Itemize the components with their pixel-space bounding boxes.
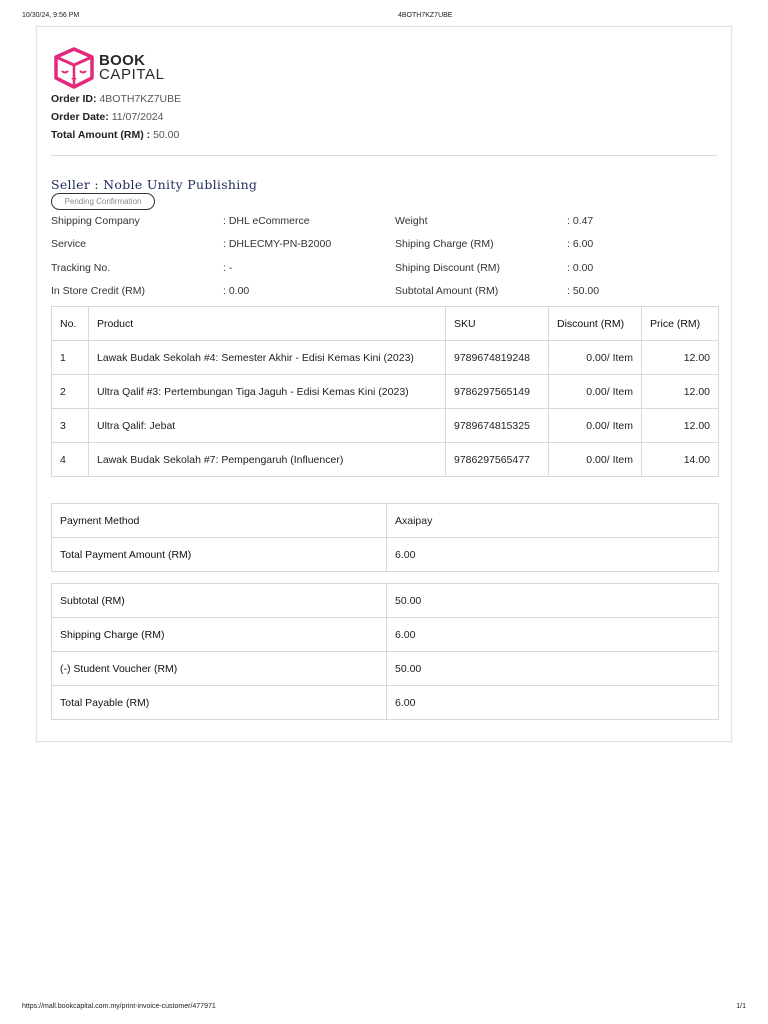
row-price: 12.00 <box>642 409 719 443</box>
summary-shipping-value: 6.00 <box>387 618 719 652</box>
payment-method-value: Axaipay <box>387 504 719 538</box>
shipping-charge-row <box>52 618 719 652</box>
shipping-discount-label: Shiping Discount (RM) <box>395 262 501 274</box>
order-id-label: Order ID: <box>51 93 97 105</box>
row-discount: 0.00/ Item <box>549 409 642 443</box>
col-no-header: No. <box>52 307 89 341</box>
order-total-label: Total Amount (RM) : <box>51 129 151 141</box>
store-credit-value: : 0.00 <box>223 285 250 297</box>
total-payment-row <box>52 538 719 572</box>
tracking-label: Tracking No. <box>51 262 111 274</box>
row-price: 12.00 <box>642 375 719 409</box>
col-price-header: Price (RM) <box>642 307 719 341</box>
subtotal-amount-value: : 50.00 <box>567 285 600 297</box>
table-row <box>52 341 719 375</box>
row-product: Lawak Budak Sekolah #4: Semester Akhir - Edisi Kemas Kini (2023) <box>89 341 446 375</box>
col-product-header: Product <box>89 307 446 341</box>
book-capital-logo <box>52 47 165 89</box>
col-discount-header: Discount (RM) <box>549 307 642 341</box>
order-total-row <box>51 129 179 141</box>
summary-table <box>51 583 719 720</box>
row-no: 4 <box>52 443 89 477</box>
total-payment-value: 6.00 <box>387 538 719 572</box>
header-divider <box>51 155 717 156</box>
shipping-discount-value: : 0.00 <box>567 262 594 274</box>
weight-value: : 0.47 <box>567 215 594 227</box>
row-price: 14.00 <box>642 443 719 477</box>
total-payable-row <box>52 686 719 720</box>
items-header-row <box>52 307 719 341</box>
payment-method-label: Payment Method <box>52 504 387 538</box>
total-payable-value: 6.00 <box>387 686 719 720</box>
order-total-value: 50.00 <box>153 129 180 141</box>
tracking-value: : - <box>223 262 233 274</box>
row-sku: 9789674815325 <box>446 409 549 443</box>
table-row <box>52 375 719 409</box>
total-payable-label: Total Payable (RM) <box>52 686 387 720</box>
row-discount: 0.00/ Item <box>549 443 642 477</box>
voucher-value: 50.00 <box>387 652 719 686</box>
subtotal-amount-label: Subtotal Amount (RM) <box>395 285 499 297</box>
print-title: 4BOTH7KZ7UBE <box>398 12 453 19</box>
shipping-company-value: : DHL eCommerce <box>223 215 310 227</box>
row-no: 1 <box>52 341 89 375</box>
logo-line-1: BOOK <box>99 52 146 69</box>
row-price: 12.00 <box>642 341 719 375</box>
total-payment-label: Total Payment Amount (RM) <box>52 538 387 572</box>
payment-method-row <box>52 504 719 538</box>
shipping-charge-value: : 6.00 <box>567 238 594 250</box>
subtotal-row <box>52 584 719 618</box>
row-sku: 9789674819248 <box>446 341 549 375</box>
row-no: 2 <box>52 375 89 409</box>
row-sku: 9786297565477 <box>446 443 549 477</box>
payment-table <box>51 503 719 572</box>
print-page-number: 1/1 <box>736 1003 746 1010</box>
row-discount: 0.00/ Item <box>549 341 642 375</box>
store-credit-label: In Store Credit (RM) <box>51 285 145 297</box>
col-sku-header: SKU <box>446 307 549 341</box>
print-url: https://mall.bookcapital.com.my/print-invoice-customer/477971 <box>22 1003 216 1010</box>
weight-label: Weight <box>395 215 428 227</box>
subtotal-label: Subtotal (RM) <box>52 584 387 618</box>
items-table <box>51 306 719 477</box>
summary-shipping-label: Shipping Charge (RM) <box>52 618 387 652</box>
logo-line-2: CAPITAL <box>99 66 165 83</box>
book-box-logo-icon <box>52 47 96 89</box>
row-discount: 0.00/ Item <box>549 375 642 409</box>
row-product: Ultra Qalif #3: Pertembungan Tiga Jaguh - Edisi Kemas Kini (2023) <box>89 375 446 409</box>
status-badge: Pending Confirmation <box>51 193 155 210</box>
order-id-value: 4BOTH7KZ7UBE <box>99 93 182 105</box>
row-product: Lawak Budak Sekolah #7: Pempengaruh (Influencer) <box>89 443 446 477</box>
table-row <box>52 409 719 443</box>
row-no: 3 <box>52 409 89 443</box>
shipping-charge-label: Shiping Charge (RM) <box>395 238 494 250</box>
order-id-row <box>51 93 181 105</box>
service-value: : DHLECMY-PN-B2000 <box>223 238 332 250</box>
order-date-label: Order Date: <box>51 111 109 123</box>
service-label: Service <box>51 238 87 250</box>
order-date-row <box>51 111 163 123</box>
order-date-value: 11/07/2024 <box>111 111 164 123</box>
table-row <box>52 443 719 477</box>
shipping-company-label: Shipping Company <box>51 215 140 227</box>
seller-name: Seller : Noble Unity Publishing <box>51 177 258 192</box>
subtotal-value: 50.00 <box>387 584 719 618</box>
row-sku: 9786297565149 <box>446 375 549 409</box>
invoice-sheet <box>36 26 732 742</box>
voucher-row <box>52 652 719 686</box>
voucher-label: (-) Student Voucher (RM) <box>52 652 387 686</box>
print-datetime: 10/30/24, 9:56 PM <box>22 12 80 19</box>
row-product: Ultra Qalif: Jebat <box>89 409 446 443</box>
